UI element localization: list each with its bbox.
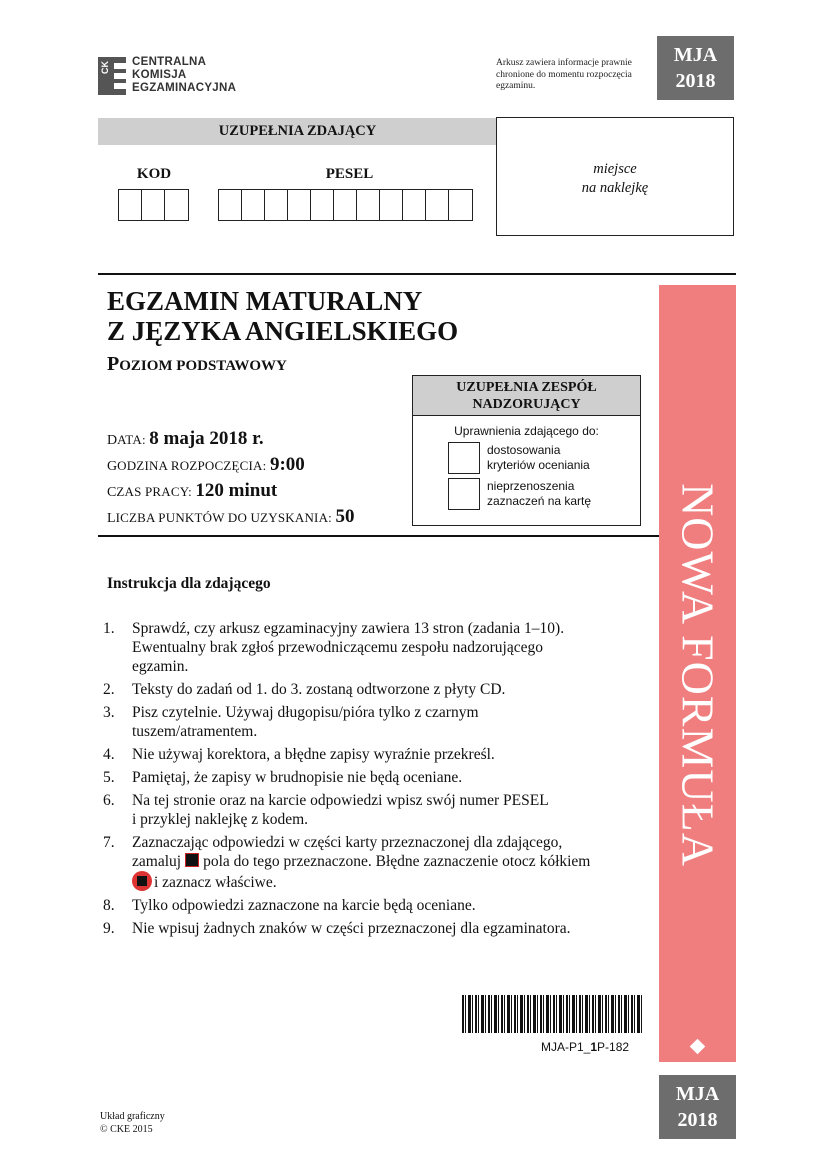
exam-start-time (107, 454, 305, 476)
supervisors-header (413, 376, 640, 416)
exam-code: MJA (673, 44, 718, 66)
exam-title-line: Z JĘZYKA ANGIELSKIEGO (107, 316, 459, 346)
instruction-text: Nie wpisuj żadnych znaków w części przeznaczonej dla egzaminatora. (132, 920, 571, 937)
instruction-text: Zaznaczając odpowiedzi w części karty przeznaczonej dla zdającego, (132, 834, 563, 851)
supervisors-header-line: UZUPEŁNIA ZESPÓŁ (456, 380, 597, 395)
label-rest: ZAS PRACY: (116, 484, 192, 499)
kod-input-boxes[interactable] (118, 189, 189, 221)
instruction-number: 2. (103, 681, 115, 698)
exam-year: 2018 (675, 70, 716, 92)
pesel-cell[interactable] (380, 190, 403, 220)
logo-bar (114, 83, 126, 89)
label-initial: C (107, 485, 117, 500)
instructions-title: Instrukcja dla zdającego (107, 575, 271, 592)
exam-points-value: 50 (335, 506, 355, 527)
pesel-input-boxes[interactable] (218, 189, 473, 221)
kod-cell[interactable] (142, 190, 165, 220)
label-rest: ATA: (117, 432, 146, 447)
logo-bar (114, 73, 126, 79)
pesel-cell[interactable] (449, 190, 472, 220)
permission-checkbox[interactable] (448, 442, 480, 474)
barcode-text (541, 1040, 629, 1054)
supervisors-header-line: NADZORUJĄCY (472, 397, 581, 412)
instruction-number: 7. (103, 834, 115, 851)
exam-date-value: 8 maja 2018 r. (149, 428, 264, 449)
instruction-text: i zaznacz właściwe. (154, 874, 277, 891)
exam-start-time-value: 9:00 (269, 454, 305, 475)
sticker-area (496, 117, 734, 236)
label-rest: ODZINA ROZPOCZĘCIA: (117, 458, 267, 473)
instruction-text: Teksty do zadań od 1. do 3. zostaną odtworzone z płyty CD. (132, 681, 506, 698)
instruction-number: 6. (103, 792, 115, 809)
logo-line: CENTRALNA (132, 56, 207, 68)
confidentiality-notice: Arkusz zawiera informacje prawnie chronione do momentu rozpoczęcia egzaminu. (496, 58, 632, 91)
instruction-item (103, 919, 623, 938)
label-initial: L (107, 511, 116, 526)
instruction-text: Ewentualny brak zgłoś przewodniczącemu zespołu nadzorującego (132, 639, 544, 656)
instruction-number: 8. (103, 897, 115, 914)
pesel-cell[interactable] (311, 190, 334, 220)
kod-cell[interactable] (119, 190, 142, 220)
exam-level-rest: OZIOM PODSTAWOWY (119, 358, 287, 374)
exam-title-line: EGZAMIN MATURALNY (107, 286, 423, 316)
exam-date (107, 428, 264, 450)
instruction-text: Sprawdź, czy arkusz egzaminacyjny zawiera 13 stron (zadania 1–10). (132, 620, 565, 637)
permission-label-line: kryteriów oceniania (487, 458, 590, 472)
exam-year: 2018 (677, 1109, 718, 1131)
supervisors-box (412, 375, 641, 526)
permission-option (448, 478, 640, 510)
instructions-list (103, 619, 623, 942)
kod-label: KOD (136, 166, 172, 182)
exam-points (107, 506, 354, 528)
logo-bar (114, 63, 126, 69)
instruction-text: Tylko odpowiedzi zaznaczone na karcie będą oceniane. (132, 897, 476, 914)
label-rest: ICZBA PUNKTÓW DO UZYSKANIA: (115, 510, 332, 525)
instruction-text: zamaluj (132, 853, 182, 870)
label-initial: G (107, 459, 118, 474)
pesel-cell[interactable] (403, 190, 426, 220)
permission-label (487, 479, 591, 509)
divider (98, 273, 736, 275)
permission-checkbox[interactable] (448, 478, 480, 510)
instruction-text: pola do tego przeznaczone. Błędne zaznaczenie otocz kółkiem (203, 853, 591, 870)
instruction-text: Pisz czytelnie. Używaj długopisu/pióra tylko z czarnym (132, 704, 479, 721)
instruction-text: Na tej stronie oraz na karcie odpowiedzi wpisz swój numer PESEL (132, 792, 549, 809)
pesel-cell[interactable] (242, 190, 265, 220)
footer (100, 1110, 165, 1136)
instruction-item (103, 896, 623, 915)
pesel-cell[interactable] (288, 190, 311, 220)
label-initial: D (107, 433, 118, 448)
pesel-cell[interactable] (265, 190, 288, 220)
sticker-line: miejsce (593, 161, 637, 177)
instruction-number: 4. (103, 746, 115, 763)
footer-line: © CKE 2015 (100, 1124, 153, 1135)
divider (98, 535, 660, 537)
permission-label-line: dostosowania (487, 443, 561, 457)
exam-code-box-top (657, 36, 734, 100)
instruction-item (103, 680, 623, 699)
instruction-text: i przyklej naklejkę z kodem. (132, 811, 309, 828)
exam-code-box-bottom (659, 1075, 736, 1139)
kod-cell[interactable] (165, 190, 188, 220)
supervisors-subtitle: Uprawnienia zdającego do: (454, 424, 599, 438)
exam-title (107, 286, 458, 346)
exam-duration-value: 120 minut (195, 480, 278, 501)
footer-line: Układ graficzny (100, 1111, 165, 1122)
pesel-cell[interactable] (219, 190, 242, 220)
instruction-text: egzamin. (132, 658, 189, 675)
instruction-number: 5. (103, 769, 115, 786)
logo-line: EGZAMINACYJNA (132, 82, 237, 94)
new-formula-label: NOWA FORMUŁA (672, 483, 723, 867)
instruction-item (103, 703, 623, 741)
circled-square-icon (132, 871, 152, 891)
barcode-suffix: P-182 (597, 1040, 630, 1054)
diamond-icon (690, 1039, 706, 1055)
candidate-section-header: UZUPEŁNIA ZDAJĄCY (98, 118, 497, 145)
pesel-cell[interactable] (334, 190, 357, 220)
barcode-bold: 1 (590, 1040, 598, 1054)
instruction-number: 3. (103, 704, 115, 721)
instruction-item (103, 791, 623, 829)
permission-option (448, 442, 640, 474)
exam-duration (107, 480, 277, 502)
exam-level (107, 353, 287, 376)
instruction-item (103, 619, 623, 676)
instruction-item (103, 745, 623, 764)
new-formula-band (659, 285, 736, 1062)
instruction-number: 9. (103, 920, 115, 937)
sticker-line: na naklejkę (581, 180, 649, 196)
instruction-item (103, 833, 623, 892)
pesel-cell[interactable] (357, 190, 380, 220)
logo-line: KOMISJA (132, 69, 187, 81)
permission-label (487, 443, 590, 473)
logo-text (132, 56, 236, 95)
pesel-label: PESEL (325, 166, 374, 182)
cke-logo-icon (98, 57, 126, 95)
logo-mark-text: CK (100, 61, 110, 74)
instruction-number: 1. (103, 620, 115, 637)
instruction-item (103, 768, 623, 787)
instruction-text: Pamiętaj, że zapisy w brudnopisie nie będą oceniane. (132, 769, 463, 786)
exam-code: MJA (675, 1083, 720, 1105)
instruction-text: Nie używaj korektora, a błędne zapisy wyraźnie przekreśl. (132, 746, 495, 763)
filled-square-icon (185, 853, 199, 867)
barcode-prefix: MJA-P1_ (541, 1040, 591, 1054)
instruction-text: tuszem/atramentem. (132, 723, 258, 740)
barcode-icon (462, 995, 643, 1033)
exam-level-initial: P (107, 353, 120, 375)
permission-label-line: nieprzenoszenia (487, 479, 575, 493)
pesel-cell[interactable] (426, 190, 449, 220)
permission-label-line: zaznaczeń na kartę (487, 494, 592, 508)
